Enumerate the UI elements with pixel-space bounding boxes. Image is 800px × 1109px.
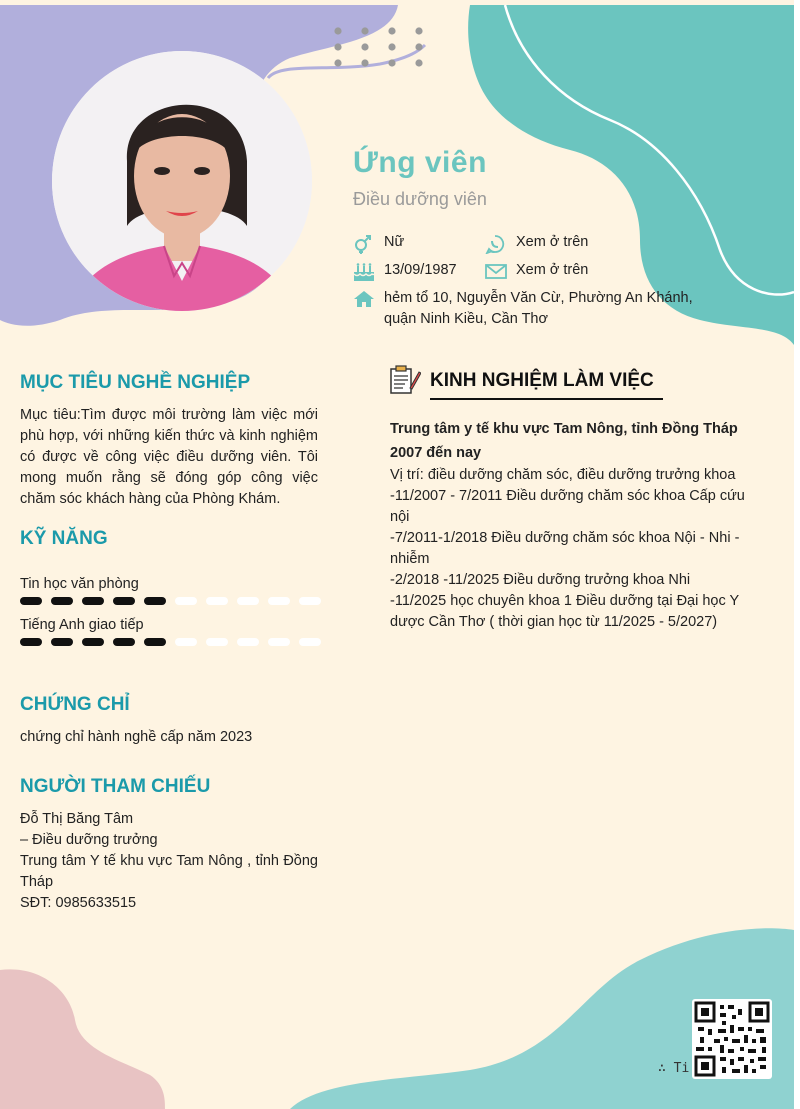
experience-line: nội bbox=[390, 509, 410, 525]
experience-line: -7/2011-1/2018 Điều dưỡng chăm sóc khoa Nội - Nhi - bbox=[390, 530, 740, 546]
candidate-name: Ứng viên bbox=[353, 146, 487, 179]
experience-line: -2/2018 -11/2025 Điều dưỡng trưởng khoa Nhi bbox=[390, 572, 691, 588]
rating-segment-empty bbox=[268, 597, 290, 605]
experience-line: dược Cần Thơ ( thời gian học từ 11/2025 - 5/2027) bbox=[390, 614, 718, 630]
certificates-title: CHỨNG CHỈ bbox=[20, 694, 130, 715]
skill-label: Tiếng Anh giao tiếp bbox=[20, 617, 144, 633]
experience-body bbox=[390, 417, 760, 633]
rating-segment-empty bbox=[175, 597, 197, 605]
rating-segment-empty bbox=[175, 638, 197, 646]
rating-segment-filled bbox=[51, 638, 73, 646]
pink-blob bbox=[0, 969, 165, 1109]
rating-segment-filled bbox=[144, 638, 166, 646]
reference-line: Đỗ Thị Băng Tâm bbox=[20, 811, 134, 827]
experience-title: KINH NGHIỆM LÀM VIỆC bbox=[430, 370, 663, 400]
skills-title: KỸ NĂNG bbox=[20, 528, 108, 549]
rating-segment-filled bbox=[51, 597, 73, 605]
rating-segment-filled bbox=[144, 597, 166, 605]
qr-code[interactable] bbox=[692, 999, 772, 1079]
job-title: Điều dưỡng viên bbox=[353, 189, 487, 209]
objective-text: Mục tiêu:Tìm được môi trường làm việc mới phù hợp, với những kiến thức và kinh nghiệm có được về công việc điều dưỡng viên. Tôi mong muốn rằng sẽ đóng góp công việc chăm sóc khách hàng của Phòng Khám. bbox=[20, 407, 318, 507]
reference-line: – Điều dưỡng trưởng bbox=[20, 832, 158, 848]
rating-segment-filled bbox=[20, 597, 42, 605]
reference-line: Trung tâm Y tế khu vực Tam Nông , tỉnh Đồng Tháp bbox=[20, 853, 318, 890]
gender-value: Nữ bbox=[384, 234, 405, 250]
certificate-text: chứng chỉ hành nghề cấp năm 2023 bbox=[20, 729, 253, 745]
profile-photo bbox=[52, 51, 312, 311]
experience-line: -11/2025 học chuyên khoa 1 Điều dưỡng tại Đại học Y bbox=[390, 593, 740, 609]
rating-segment-empty bbox=[299, 638, 321, 646]
phone-value: Xem ở trên bbox=[516, 234, 589, 250]
address-line-2: quận Ninh Kiều, Cần Thơ bbox=[384, 311, 549, 327]
birthday-cake-icon bbox=[353, 262, 375, 282]
rating-segment-empty bbox=[206, 597, 228, 605]
skill-label: Tin học văn phòng bbox=[20, 576, 139, 592]
rating-segment-filled bbox=[82, 638, 104, 646]
experience-line: nhiễm bbox=[390, 551, 430, 567]
whatsapp-icon bbox=[485, 234, 505, 254]
skill-rating-bar bbox=[20, 597, 321, 605]
rating-segment-empty bbox=[206, 638, 228, 646]
skill-rating-bar bbox=[20, 638, 321, 646]
experience-line: Vị trí: điều dưỡng chăm sóc, điều dưỡng trưởng khoa bbox=[390, 467, 736, 483]
resume-clipboard-icon bbox=[389, 364, 421, 394]
rating-segment-filled bbox=[113, 638, 135, 646]
dot-grid-decoration bbox=[334, 27, 429, 72]
footer-watermark: ∴ Ti bbox=[658, 1061, 690, 1076]
experience-company: Trung tâm y tế khu vực Tam Nông, tỉnh Đồng Tháp bbox=[390, 421, 738, 437]
envelope-icon bbox=[485, 262, 507, 280]
rating-segment-filled bbox=[20, 638, 42, 646]
address-line-1: hẻm tổ 10, Nguyễn Văn Cừ, Phường An Khánh, bbox=[384, 290, 693, 306]
objective-title: MỤC TIÊU NGHỀ NGHIỆP bbox=[20, 372, 251, 393]
birthday-value: 13/09/1987 bbox=[384, 262, 457, 278]
email-value: Xem ở trên bbox=[516, 262, 589, 278]
rating-segment-empty bbox=[299, 597, 321, 605]
references-title: NGƯỜI THAM CHIẾU bbox=[20, 776, 211, 797]
experience-line: -11/2007 - 7/2011 Điều dưỡng chăm sóc khoa Cấp cứu bbox=[390, 488, 745, 504]
reference-line: SĐT: 0985633515 bbox=[20, 895, 137, 911]
rating-segment-empty bbox=[237, 597, 259, 605]
rating-segment-filled bbox=[82, 597, 104, 605]
rating-segment-empty bbox=[268, 638, 290, 646]
rating-segment-filled bbox=[113, 597, 135, 605]
experience-period: 2007 đến nay bbox=[390, 445, 482, 461]
gender-icon bbox=[353, 234, 373, 254]
rating-segment-empty bbox=[237, 638, 259, 646]
home-icon bbox=[353, 290, 375, 308]
references-list bbox=[20, 809, 318, 914]
